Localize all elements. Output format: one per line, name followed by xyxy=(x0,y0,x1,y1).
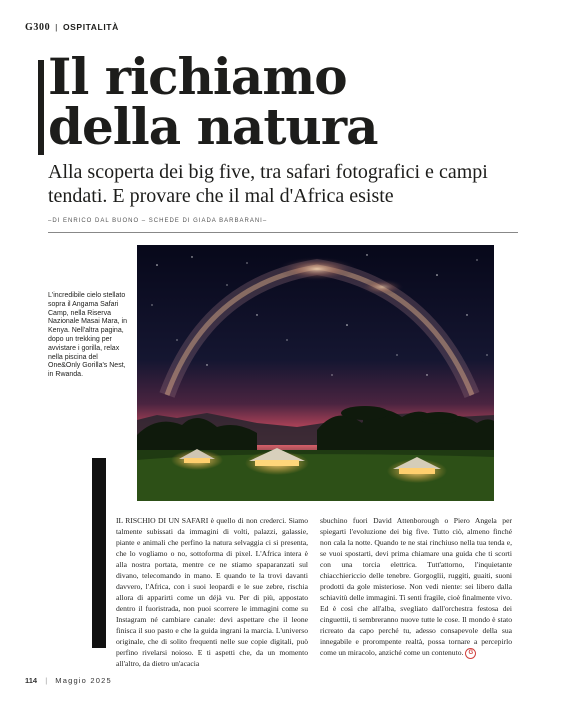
byline: –DI ENRICO DAL BUONO – SCHEDE DI GIADA BARBARANI– xyxy=(48,218,268,224)
section-separator: | xyxy=(55,22,58,32)
title-line-1: Il richiamo xyxy=(48,47,347,106)
title-line-2: della natura xyxy=(48,97,378,156)
hero-photo-starry-sky-camp xyxy=(137,245,494,501)
article-title xyxy=(48,47,518,156)
body-column-right-text: sbuchino fuori David Attenborough o Piero Angela per spiegarti l'evoluzione dei big five. Tutto ciò, almeno finché non cala la notte. Quando te ne stai rinchiuso nella tua tenda e, se vuoi spostarti, devi prima chiamare una guida che ti scorti con una torcia elettrica. Tutt'attorno, l'inquietante chiacchiericcio delle tenebre. Gorgoglii, ruggiti, guaiti, suoni prodotti da gole misteriose. Non vedi niente: sei libero dalla schiavitù delle immagini. Ti senti fragile, cioè finalmente vivo. Ed è così che all'alba, svegliato dall'orchestra festosa dei cinguettii, ti sembreranno nuove tutte le cose. Il mondo è stato ricreato da capo perché tu, adesso consapevole della sua innegabile e prorompente realtà, possa tornare a percepirlo come un miracolo, anziché come un contenuto. xyxy=(320,516,512,657)
photo-caption: L'incredibile cielo stellato sopra il Angama Safari Camp, nella Riserva Nazionale Masai Mara, in Kenya. Nell'altra pagina, dopo un trekking per avvistare i gorilla, relax nella piscina del One&Only Gorilla's Nest, in Rwanda. xyxy=(48,292,127,379)
byline-divider xyxy=(48,232,518,233)
photo-illustration xyxy=(137,245,494,501)
body-column-left: IL RISCHIO DI UN SAFARI è quello di non crederci. Siamo talmente subissati da immagini di volti, palazzi, galassie, piante e animali che perfino la natura selvaggia ci si presenta, che lo vogliamo o no, sottoforma di pixel. L'Africa intera è alla nostra portata, mentre ce ne stiamo spaparanzati sul divano, telecomando in mano. E quando te la trovi davanti davvero, l'Africa, con i suoi leopardi e le sue zebre, rischia allora di apparirti come un déjà vu. Per di più, appostato dentro il fuoristrada, non puoi scorrere le immagini come su Instagram né cambiare canale: devi aspettare che il leone finisca il suo pasto e che la guida ingrani la marcia. L'universo originale, che di solito frequenti nelle sue copie digitali, può perfino rivelarsi noioso. E ti aspetti che, da un momento all'altro, da dietro un'acacia xyxy=(116,516,308,668)
section-tag xyxy=(25,22,119,33)
magazine-logo: G300 xyxy=(25,22,51,33)
body-column-right xyxy=(320,515,512,659)
body-vertical-rule xyxy=(92,458,106,648)
folio-separator: | xyxy=(45,676,48,685)
page-number: 114 xyxy=(25,676,38,685)
issue-date: Maggio 2025 xyxy=(55,676,112,685)
article-subtitle: Alla scoperta dei big five, tra safari fotografici e campi tendati. E provare che il mal d'Africa esiste xyxy=(48,161,488,207)
end-of-article-mark: G xyxy=(465,648,476,659)
page-folio xyxy=(25,676,112,685)
section-name: OSPITALITÀ xyxy=(62,22,119,32)
title-vertical-rule xyxy=(38,60,44,155)
